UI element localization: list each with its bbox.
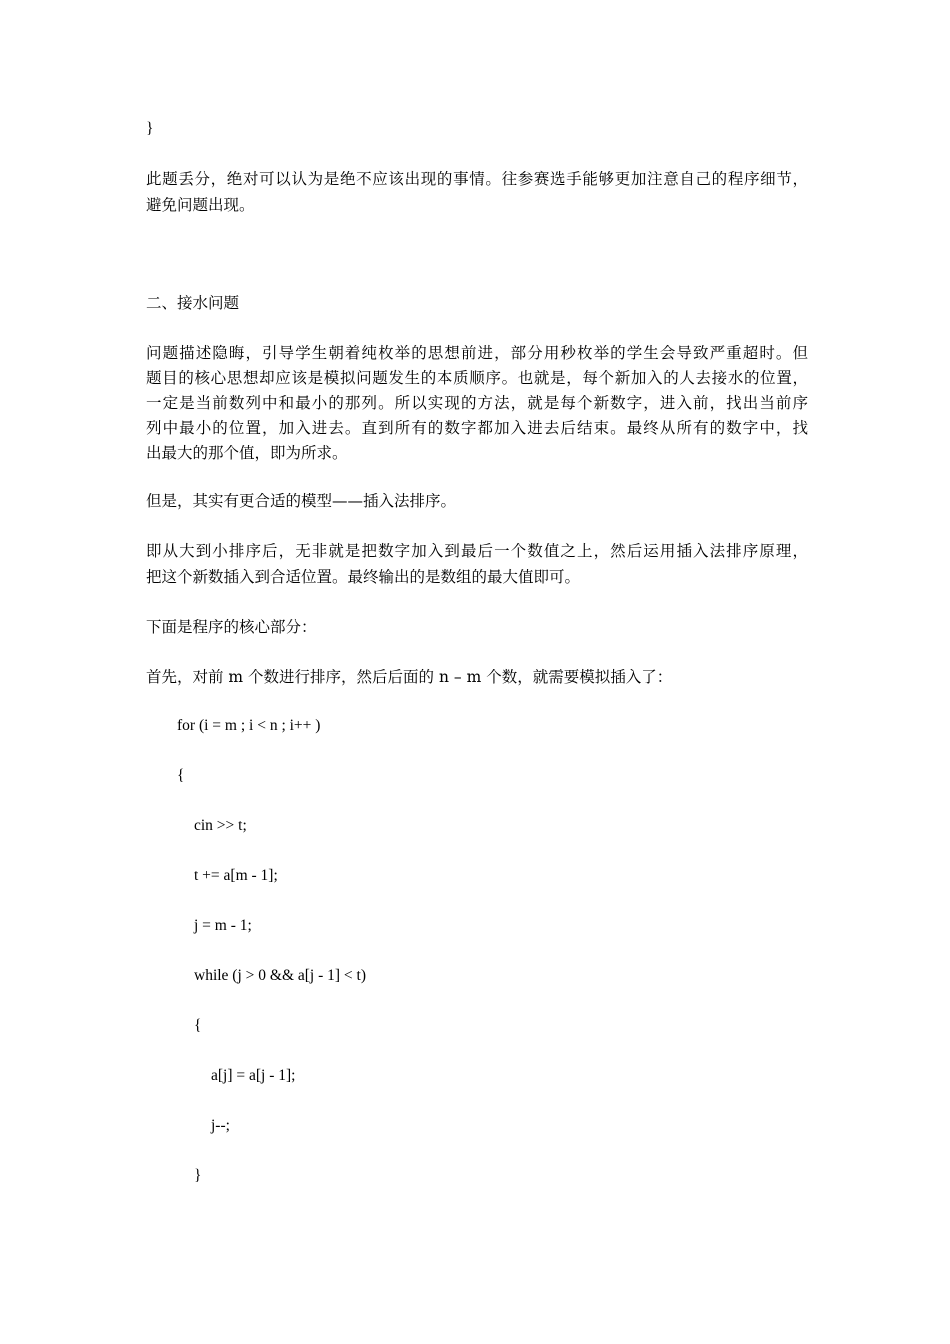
code-line: for (i = m ; i < n ; i++ ): [177, 717, 321, 734]
model-paragraph: 但是，其实有更合适的模型——插入法排序。: [146, 492, 457, 510]
code-line: cin >> t;: [194, 817, 247, 834]
section-heading: 二、接水问题: [146, 294, 240, 312]
code-line: j = m - 1;: [194, 917, 252, 934]
code-line: {: [194, 1017, 202, 1034]
first-step-line: 首先，对前 m 个数进行排序，然后后面的 n – m 个数，就需要模拟插入了：: [146, 668, 673, 686]
code-line: }: [194, 1167, 202, 1184]
analysis-line-1: 问题描述隐晦，引导学生朝着纯枚举的思想前进，部分用秒枚举的学生会导致严重超时。但: [146, 344, 808, 362]
conclusion-line-2: 避免问题出现。: [146, 196, 255, 214]
code-line: t += a[m - 1];: [194, 867, 278, 884]
analysis-line-3: 一定是当前数列中和最小的那列。所以实现的方法，就是每个新数字，进入前，找出当前序: [146, 394, 808, 412]
analysis-line-5: 出最大的那个值，即为所求。: [146, 444, 348, 462]
closing-brace: }: [146, 120, 154, 137]
analysis-line-4: 列中最小的位置，加入进去。直到所有的数字都加入进去后结束。最终从所有的数字中，找: [146, 419, 808, 437]
conclusion-line-1: 此题丢分，绝对可以认为是绝不应该出现的事情。往参赛选手能够更加注意自己的程序细节，: [146, 170, 808, 188]
core-intro: 下面是程序的核心部分：: [146, 618, 317, 636]
code-line: a[j] = a[j - 1];: [211, 1067, 296, 1084]
code-line: {: [177, 767, 185, 784]
code-line: while (j > 0 && a[j - 1] < t): [194, 967, 367, 984]
analysis-line-2: 题目的核心思想却应该是模拟问题发生的本质顺序。也就是，每个新加入的人去接水的位置，: [146, 369, 808, 387]
code-line: j--;: [211, 1117, 230, 1134]
method-line-1: 即从大到小排序后，无非就是把数字加入到最后一个数值之上，然后运用插入法排序原理，: [146, 542, 808, 560]
method-line-2: 把这个新数插入到合适位置。最终输出的是数组的最大值即可。: [146, 568, 581, 586]
